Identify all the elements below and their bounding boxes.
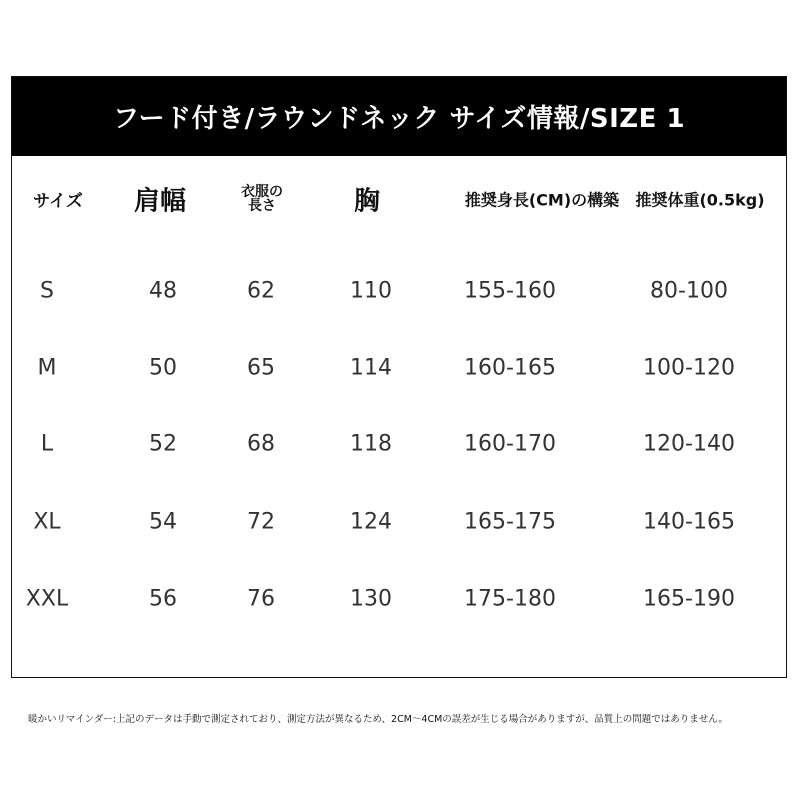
header-garment-length-line1: 衣服の	[241, 184, 283, 200]
cell-weight: 165-190	[643, 586, 735, 612]
header-size: サイズ	[33, 191, 83, 212]
header-chest: 胸	[353, 186, 381, 217]
cell-weight: 100-120	[643, 355, 735, 381]
cell-length: 76	[247, 586, 275, 612]
cell-height: 160-165	[464, 355, 556, 381]
cell-size: XL	[33, 509, 61, 535]
cell-length: 68	[247, 431, 275, 457]
cell-length: 72	[247, 509, 275, 535]
size-chart-frame	[11, 76, 787, 678]
cell-shoulder: 52	[149, 431, 177, 457]
header-garment-length-line2: 長さ	[248, 198, 276, 214]
cell-chest: 130	[350, 586, 392, 612]
cell-shoulder: 54	[149, 509, 177, 535]
cell-size: L	[40, 431, 54, 457]
cell-weight: 140-165	[643, 509, 735, 535]
cell-height: 160-170	[464, 431, 556, 457]
header-garment-length	[241, 185, 283, 213]
header-recommended-height: 推奨身長(CM)の構築	[464, 190, 620, 210]
cell-chest: 114	[350, 355, 392, 381]
cell-length: 62	[247, 278, 275, 304]
size-chart-title: フード付き/ラウンドネック サイズ情報/SIZE 1	[12, 77, 786, 156]
cell-shoulder: 48	[149, 278, 177, 304]
cell-chest: 124	[350, 509, 392, 535]
cell-chest: 118	[350, 431, 392, 457]
cell-length: 65	[247, 355, 275, 381]
cell-weight: 80-100	[650, 278, 728, 304]
cell-height: 165-175	[464, 509, 556, 535]
cell-size: M	[37, 355, 57, 381]
header-recommended-weight: 推奨体重(0.5kg)	[635, 190, 765, 210]
cell-size: XXL	[25, 586, 69, 612]
header-shoulder-width: 肩幅	[133, 186, 187, 217]
cell-shoulder: 50	[149, 355, 177, 381]
cell-weight: 120-140	[643, 431, 735, 457]
cell-shoulder: 56	[149, 586, 177, 612]
measurement-note: 暖かいリマインダー:上記のデータは手動で測定されており、測定方法が異なるため、2CM～4CMの誤差が生じる場合がありますが、品質上の問題ではありません。	[28, 714, 728, 725]
cell-size: S	[40, 278, 54, 304]
cell-chest: 110	[350, 278, 392, 304]
cell-height: 175-180	[464, 586, 556, 612]
cell-height: 155-160	[464, 278, 556, 304]
